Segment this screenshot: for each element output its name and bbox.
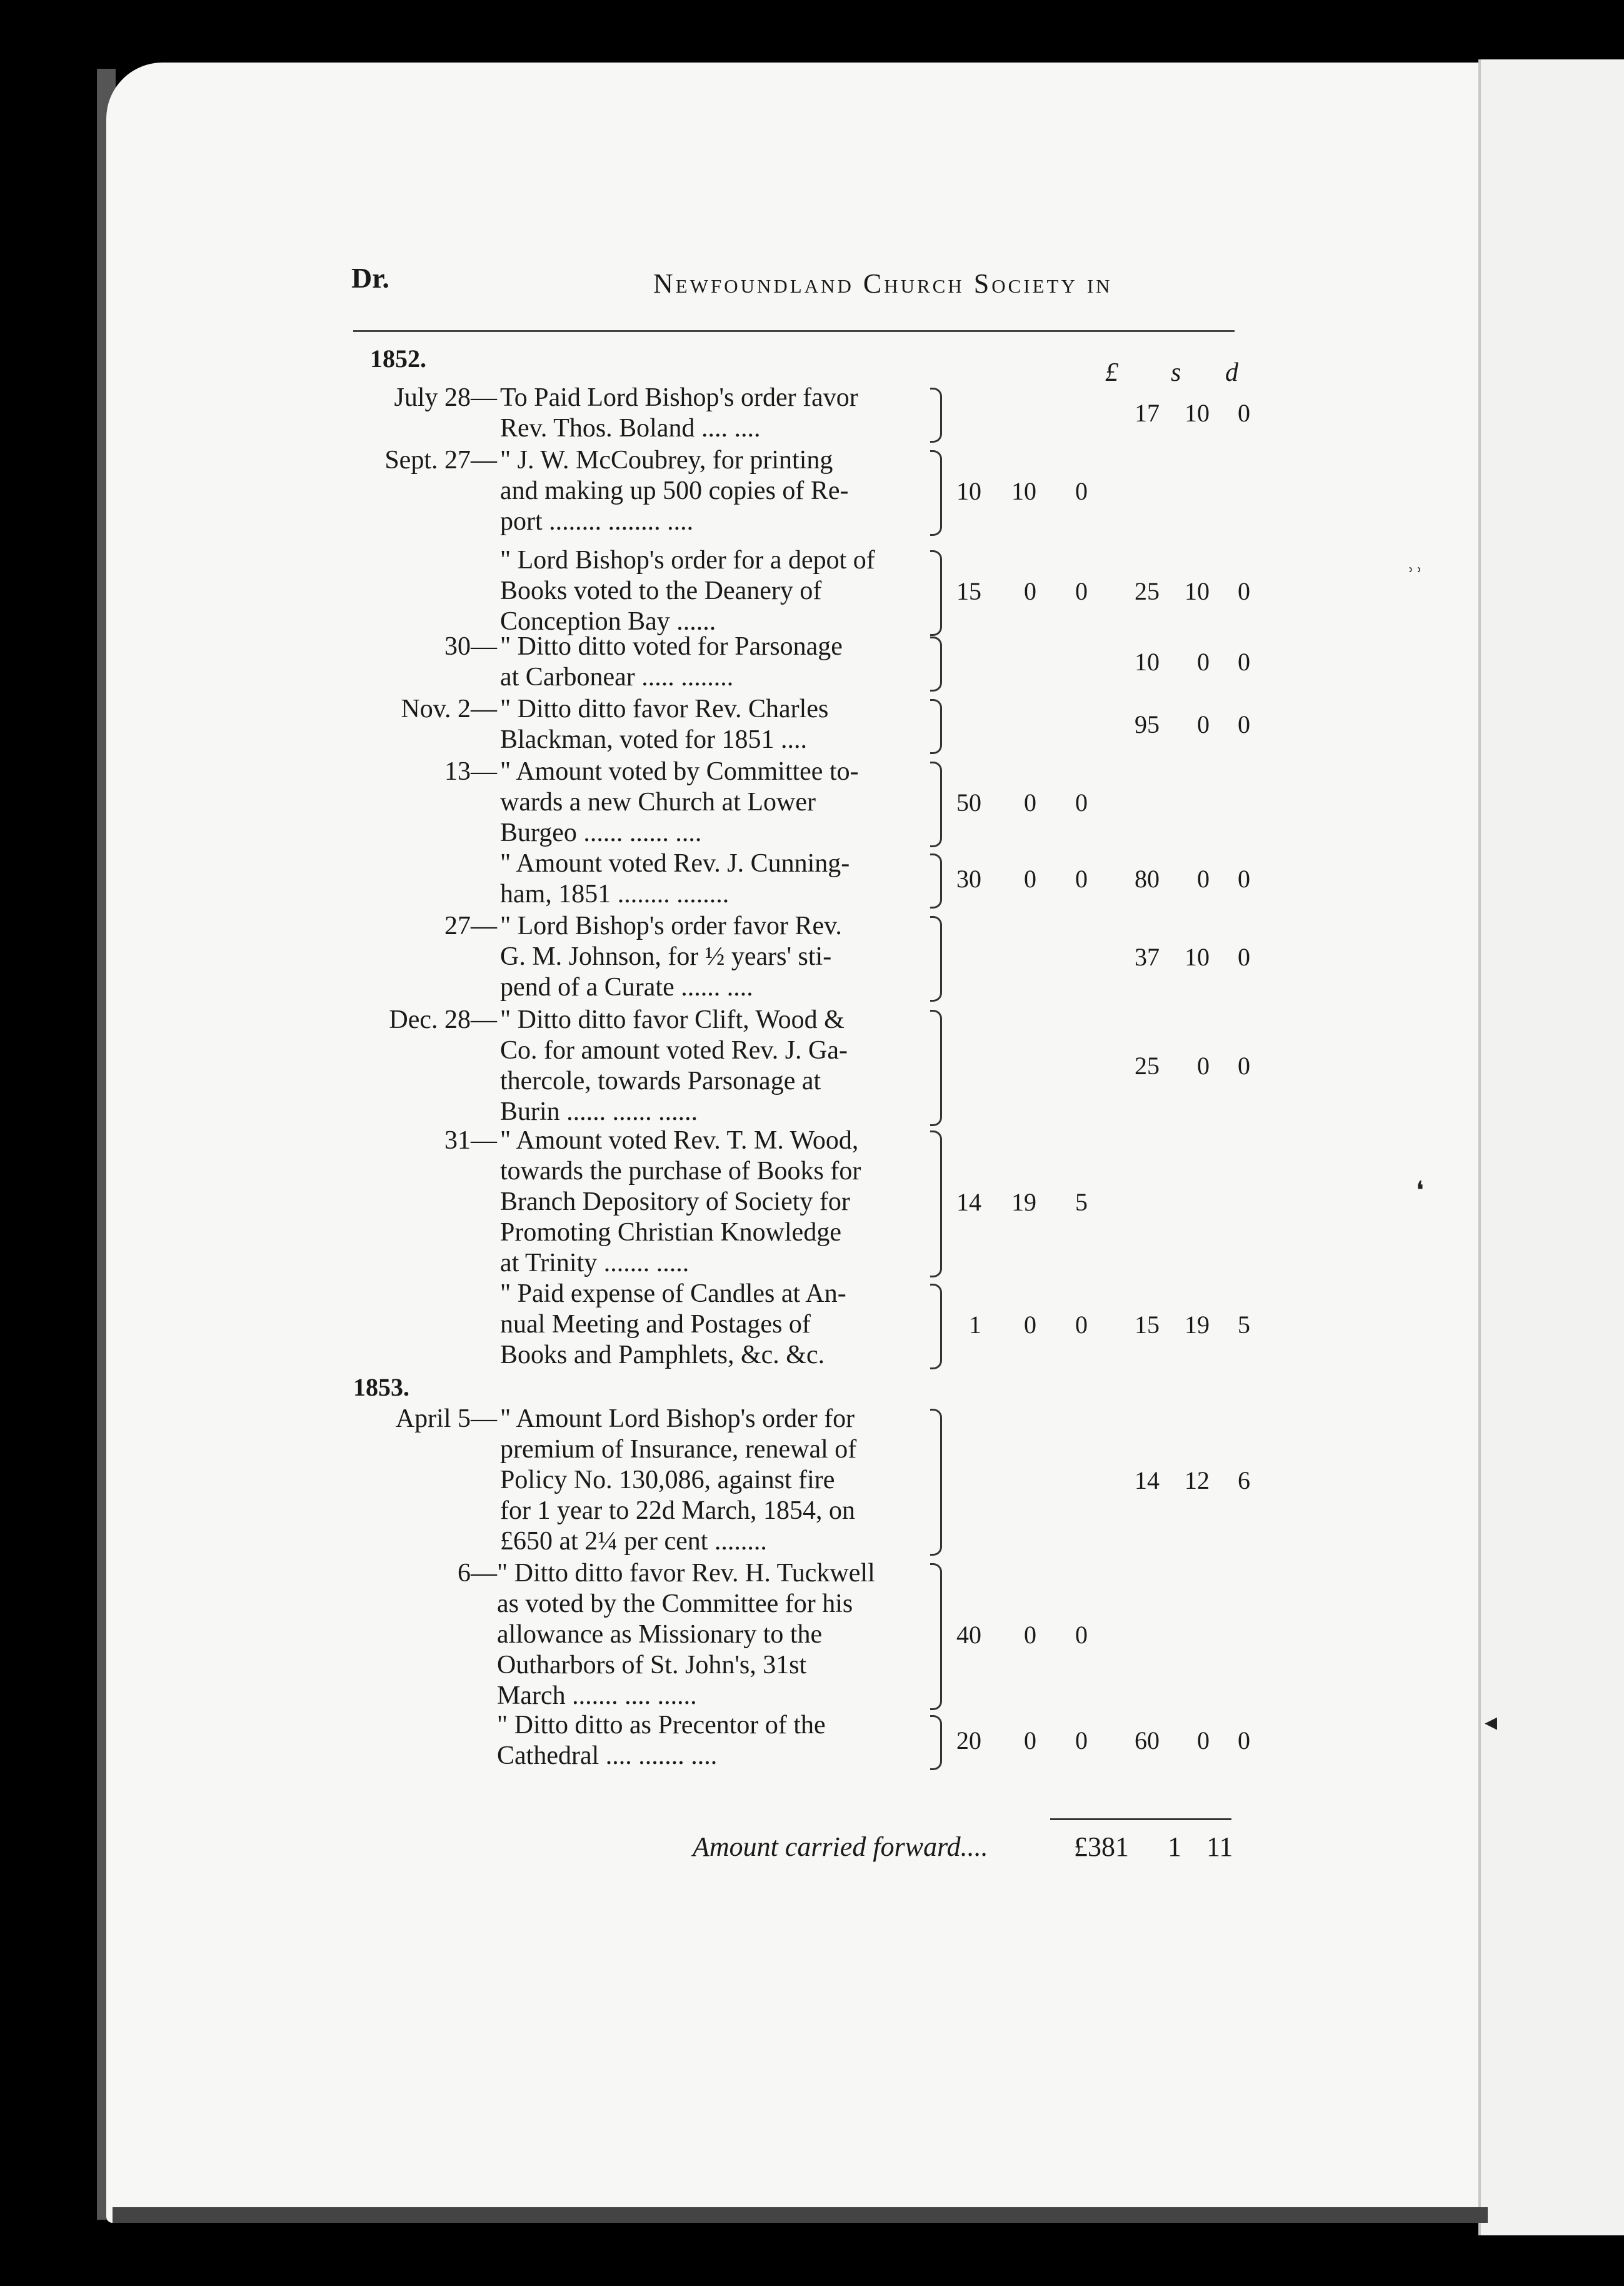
entry-description-line: " Ditto ditto as Precentor of the <box>497 1711 826 1740</box>
entry-date: 30— <box>444 632 497 661</box>
entry-date: April 5— <box>395 1404 497 1433</box>
entry-date: 13— <box>444 757 497 786</box>
carried-forward-pence: 11 <box>1206 1831 1233 1862</box>
entry-description-line: " Amount Lord Bishop's order for <box>500 1404 855 1433</box>
subtotal-amount: 1 <box>969 1310 981 1339</box>
entry-description-line: " Amount voted by Committee to- <box>500 757 859 786</box>
entry-description-line: and making up 500 copies of Re- <box>500 476 849 505</box>
subtotal-amount: 0 <box>1075 476 1088 505</box>
subtotal-amount: 10 <box>1011 476 1036 505</box>
margin-mark: ❛ <box>1416 1176 1424 1204</box>
entry-date: Dec. 28— <box>389 1005 497 1034</box>
entry-description-line: port ........ ........ .... <box>500 507 694 536</box>
entry-description-line: at Carbonear ..... ........ <box>500 663 734 692</box>
entry-date: 31— <box>444 1126 497 1155</box>
debit-label: Dr. <box>351 262 389 294</box>
entry-brace <box>930 1010 942 1126</box>
header-rule <box>353 330 1235 332</box>
entry-description-line: Co. for amount voted Rev. J. Ga- <box>500 1036 848 1065</box>
total-amount: 0 <box>1238 942 1250 971</box>
page-bottom-shadow <box>113 2207 1488 2223</box>
entry-description-line: wards a new Church at Lower <box>500 788 816 817</box>
entry-description-line: pend of a Curate ...... .... <box>500 973 753 1002</box>
entry-description-line: £650 at 2¼ per cent ........ <box>500 1527 767 1556</box>
total-amount: 0 <box>1238 577 1250 605</box>
entry-description-line: Burin ...... ...... ...... <box>500 1097 698 1126</box>
subtotal-amount: 0 <box>1024 865 1036 893</box>
entry-description-line: Burgeo ...... ...... .... <box>500 818 702 847</box>
entry-description-line: " Paid expense of Candles at An- <box>500 1279 846 1308</box>
subtotal-amount: 50 <box>956 788 981 817</box>
total-amount: 12 <box>1185 1466 1210 1494</box>
total-amount: 10 <box>1185 577 1210 605</box>
entry-description-line: premium of Insurance, renewal of <box>500 1435 857 1464</box>
carried-forward-pounds: £381 <box>1074 1831 1129 1862</box>
entry-description-line: " Ditto ditto favor Rev. Charles <box>500 695 829 723</box>
total-amount: 0 <box>1238 1052 1250 1080</box>
entry-date: 27— <box>444 912 497 940</box>
total-amount: 60 <box>1135 1726 1160 1755</box>
total-amount: 14 <box>1135 1466 1160 1494</box>
entry-description-line: Books and Pamphlets, &c. &c. <box>500 1341 825 1369</box>
entry-description-line: allowance as Missionary to the <box>497 1620 823 1649</box>
entry-brace <box>930 699 942 754</box>
entry-date: Sept. 27— <box>384 446 497 475</box>
entry-brace <box>930 637 942 692</box>
total-amount: 0 <box>1197 1726 1210 1755</box>
subtotal-amount: 0 <box>1075 788 1088 817</box>
total-amount: 0 <box>1197 1052 1210 1080</box>
entry-description-line: Outharbors of St. John's, 31st <box>497 1651 807 1679</box>
entry-description-line: Branch Depository of Society for <box>500 1187 850 1216</box>
total-amount: 0 <box>1238 399 1250 427</box>
entry-description-line: for 1 year to 22d March, 1854, on <box>500 1496 856 1525</box>
entry-description-line: Rev. Thos. Boland .... .... <box>500 414 761 443</box>
entry-description-line: Policy No. 130,086, against fire <box>500 1466 835 1494</box>
entry-description-line: ham, 1851 ........ ........ <box>500 880 729 909</box>
subtotal-amount: 0 <box>1075 1310 1088 1339</box>
entry-brace <box>930 388 942 443</box>
total-amount: 25 <box>1135 577 1160 605</box>
subtotal-amount: 0 <box>1024 1620 1036 1649</box>
entry-description-line: Blackman, voted for 1851 .... <box>500 725 808 754</box>
total-amount: 95 <box>1135 710 1160 738</box>
subtotal-amount: 15 <box>956 577 981 605</box>
pounds-column-heading: £ <box>1105 358 1118 387</box>
year-1852: 1852. <box>370 345 426 373</box>
total-amount: 10 <box>1185 399 1210 427</box>
entry-brace <box>930 1409 942 1556</box>
total-amount: 0 <box>1197 648 1210 676</box>
total-amount: 0 <box>1238 710 1250 738</box>
carried-forward-label: Amount carried forward.... <box>693 1831 988 1862</box>
total-amount: 6 <box>1238 1466 1250 1494</box>
total-amount: 15 <box>1135 1310 1160 1339</box>
margin-mark: ˒˒ <box>1406 551 1423 579</box>
total-amount: 0 <box>1238 1726 1250 1755</box>
entry-brace <box>930 916 942 1002</box>
pence-column-heading: d <box>1225 358 1238 387</box>
entry-description-line: Conception Bay ...... <box>500 607 716 636</box>
entry-description-line: Books voted to the Deanery of <box>500 577 822 605</box>
total-amount: 5 <box>1238 1310 1250 1339</box>
entry-description-line: towards the purchase of Books for <box>500 1157 861 1186</box>
subtotal-amount: 30 <box>956 865 981 893</box>
entry-description-line: nual Meeting and Postages of <box>500 1310 811 1339</box>
subtotal-amount: 0 <box>1024 1310 1036 1339</box>
total-amount: 10 <box>1185 942 1210 971</box>
total-amount: 80 <box>1135 865 1160 893</box>
total-amount: 19 <box>1185 1310 1210 1339</box>
total-amount: 0 <box>1197 710 1210 738</box>
total-amount: 37 <box>1135 942 1160 971</box>
entry-description-line: " Ditto ditto favor Rev. H. Tuckwell <box>497 1559 875 1588</box>
entry-date: Nov. 2— <box>401 695 497 723</box>
subtotal-amount: 19 <box>1011 1187 1036 1216</box>
entry-description-line: " Amount voted Rev. J. Cunning- <box>500 849 850 878</box>
subtotal-amount: 0 <box>1024 577 1036 605</box>
carried-forward-shillings: 1 <box>1168 1831 1181 1862</box>
entry-description-line: " Ditto ditto favor Clift, Wood & <box>500 1005 845 1034</box>
facing-page-edge <box>1478 59 1624 2235</box>
entry-date: July 28— <box>394 383 497 412</box>
entry-description-line: thercole, towards Parsonage at <box>500 1067 821 1095</box>
entry-description-line: To Paid Lord Bishop's order favor <box>500 383 858 412</box>
year-1853: 1853. <box>353 1373 409 1401</box>
entry-description-line: " Lord Bishop's order favor Rev. <box>500 912 842 940</box>
subtotal-amount: 20 <box>956 1726 981 1755</box>
subtotal-amount: 14 <box>956 1187 981 1216</box>
page-running-title: Newfoundland Church Society in <box>653 268 1113 299</box>
entry-description-line: Promoting Christian Knowledge <box>500 1218 841 1247</box>
entry-date: 6— <box>458 1559 497 1588</box>
entry-description-line: Cathedral .... ....... .... <box>497 1741 718 1770</box>
subtotal-amount: 0 <box>1075 1620 1088 1649</box>
entry-description-line: at Trinity ....... ..... <box>500 1249 689 1277</box>
total-amount: 0 <box>1238 648 1250 676</box>
subtotal-amount: 0 <box>1075 577 1088 605</box>
total-amount: 10 <box>1135 648 1160 676</box>
subtotal-amount: 10 <box>956 476 981 505</box>
entry-description-line: March ....... .... ...... <box>497 1681 697 1710</box>
entry-description-line: as voted by the Committee for his <box>497 1589 853 1618</box>
total-amount: 0 <box>1197 865 1210 893</box>
entry-description-line: " J. W. McCoubrey, for printing <box>500 446 833 475</box>
shillings-column-heading: s <box>1171 358 1181 387</box>
total-amount: 17 <box>1135 399 1160 427</box>
total-amount: 25 <box>1135 1052 1160 1080</box>
subtotal-amount: 0 <box>1024 788 1036 817</box>
total-amount: 0 <box>1238 865 1250 893</box>
total-rule <box>1050 1818 1231 1820</box>
subtotal-amount: 0 <box>1024 1726 1036 1755</box>
entry-description-line: G. M. Johnson, for ½ years' sti- <box>500 942 832 971</box>
entry-description-line: " Ditto ditto voted for Parsonage <box>500 632 843 661</box>
subtotal-amount: 5 <box>1075 1187 1088 1216</box>
margin-mark: ◂ <box>1485 1708 1498 1736</box>
entry-description-line: " Amount voted Rev. T. M. Wood, <box>500 1126 859 1155</box>
subtotal-amount: 0 <box>1075 865 1088 893</box>
subtotal-amount: 0 <box>1075 1726 1088 1755</box>
subtotal-amount: 40 <box>956 1620 981 1649</box>
entry-description-line: " Lord Bishop's order for a depot of <box>500 546 875 575</box>
